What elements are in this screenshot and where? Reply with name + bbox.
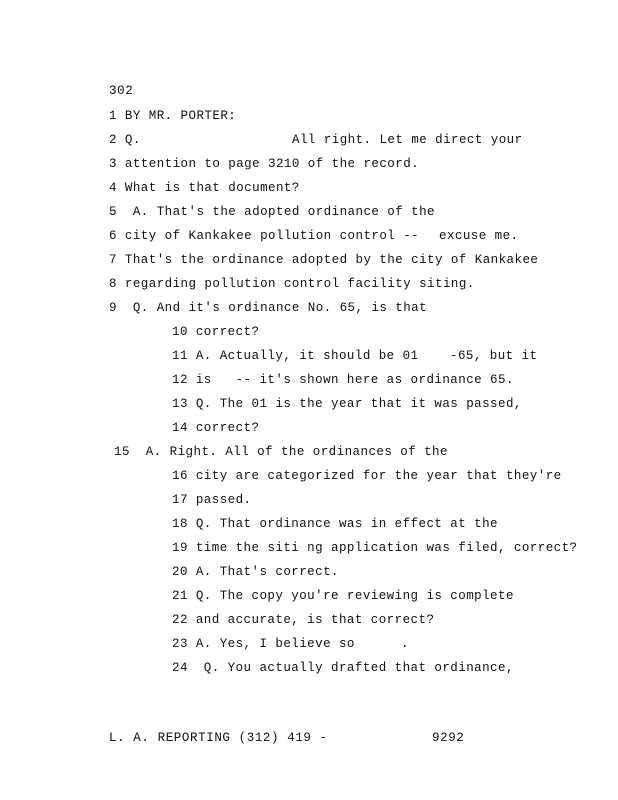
transcript-line-6: 6 city of Kankakee pollution control -- [109,229,420,243]
transcript-line-8: 8 regarding pollution control facility siting. [109,277,475,291]
transcript-line-16: 16 city are categorized for the year that they're [172,469,562,483]
transcript-line-6-tail: excuse me. [439,229,519,243]
transcript-line-2: 2 Q. [109,133,141,147]
transcript-line-13: 13 Q. The 01 is the year that it was passed, [172,397,522,411]
page-number: 302 [109,84,134,98]
transcript-line-10: 10 correct? [172,325,260,339]
transcript-line-5: 5 A. That's the adopted ordinance of the [109,205,435,219]
transcript-line-1: 1 BY MR. PORTER: [109,109,237,123]
transcript-line-22: 22 and accurate, is that correct? [172,613,435,627]
transcript-line-2-tail: All right. Let me direct your [292,133,523,147]
transcript-line-12: 12 is -- it's shown here as ordinance 65. [172,373,514,387]
transcript-line-19: 19 time the siti ng application was filed, correct? [172,541,578,555]
transcript-line-20: 20 A. That's correct. [172,565,339,579]
transcript-line-17: 17 passed. [172,493,252,507]
transcript-line-23: 23 A. Yes, I believe so [172,637,355,651]
transcript-line-11-tail: -65, but it [450,349,538,363]
transcript-line-14: 14 correct? [172,421,260,435]
transcript-line-11: 11 A. Actually, it should be 01 [172,349,419,363]
transcript-line-24: 24 Q. You actually drafted that ordinance, [172,661,514,675]
footer-phone-suffix: 9292 [432,731,465,745]
transcript-line-3: 3 attention to page 3210 of the record. [109,157,420,171]
transcript-line-23-tail: . [401,637,409,651]
transcript-line-4: 4 What is that document? [109,181,300,195]
transcript-line-9: 9 Q. And it's ordinance No. 65, is that [109,301,428,315]
footer-reporter: L. A. REPORTING (312) 419 - [109,731,328,745]
transcript-line-7: 7 That's the ordinance adopted by the city of Kankakee [109,253,539,267]
transcript-line-15: 15 A. Right. All of the ordinances of the [114,445,448,459]
transcript-line-21: 21 Q. The copy you're reviewing is complete [172,589,514,603]
transcript-line-18: 18 Q. That ordinance was in effect at the [172,517,498,531]
